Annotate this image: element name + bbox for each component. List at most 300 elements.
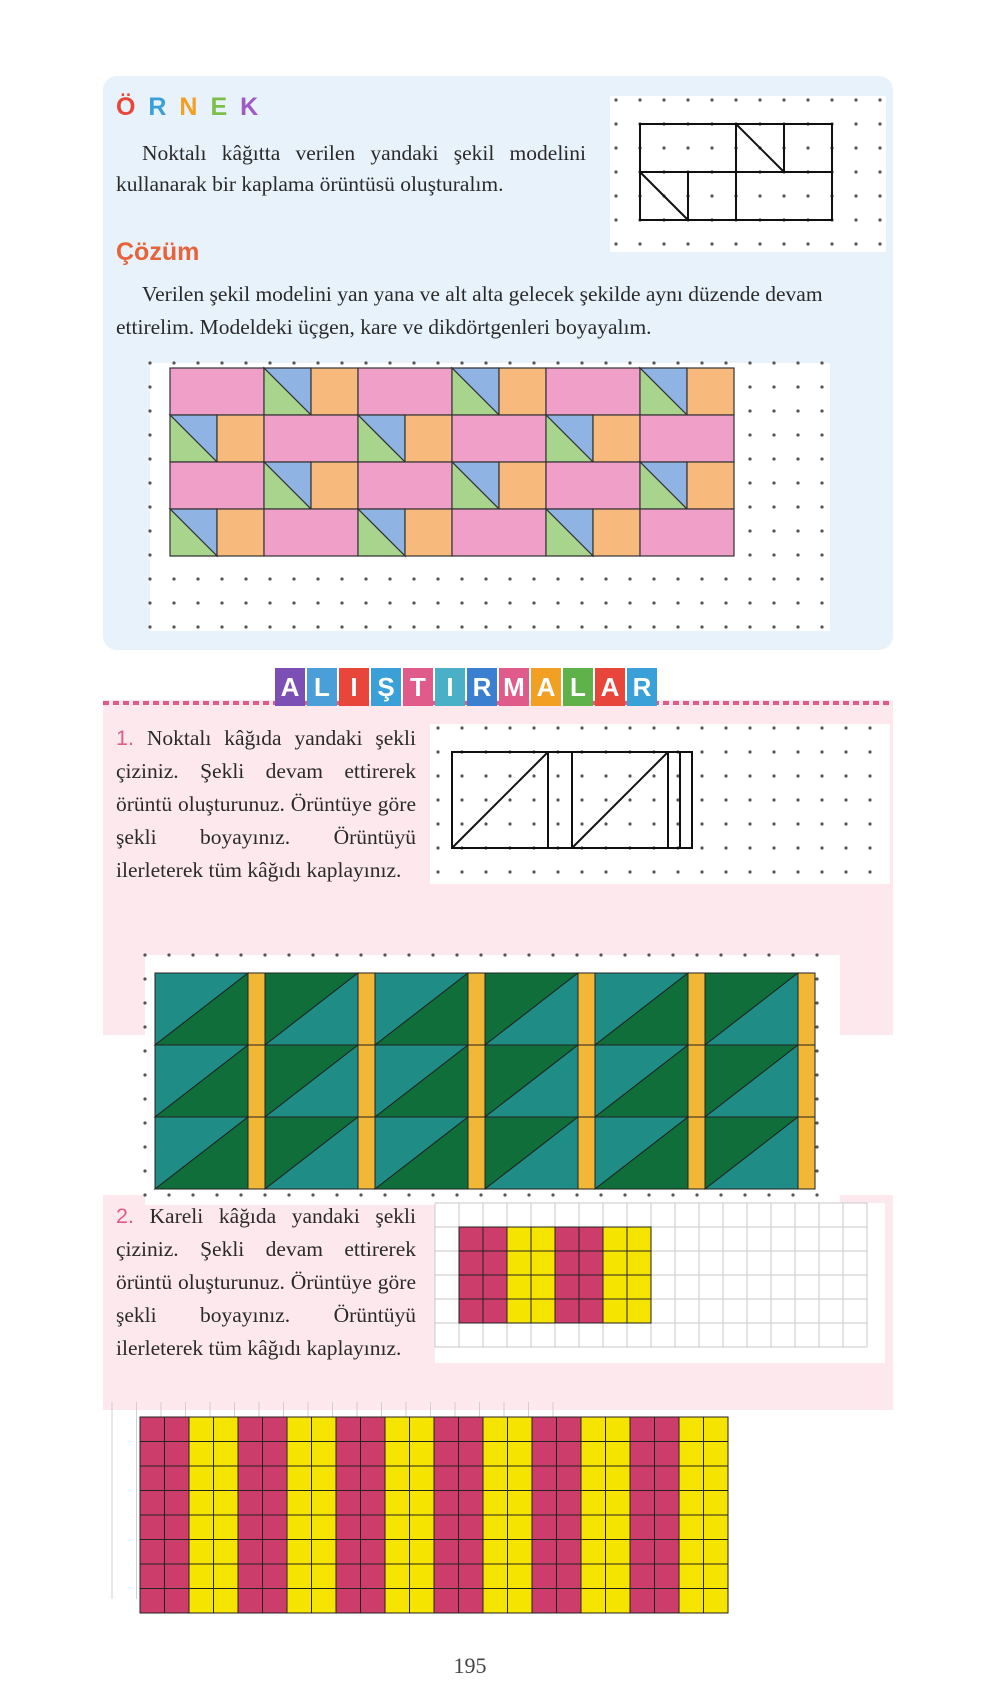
q2-cell — [263, 1442, 288, 1467]
grid-dot — [772, 553, 775, 556]
grid-dot — [815, 1169, 818, 1172]
grid-dot — [556, 625, 559, 628]
grid-dot — [359, 1193, 362, 1196]
grid-dot — [724, 361, 727, 364]
grid-dot — [239, 953, 242, 956]
grid-dot — [676, 870, 679, 873]
grid-dot — [556, 870, 559, 873]
grid-dot — [724, 577, 727, 580]
grid-dot — [455, 1193, 458, 1196]
grid-dot — [652, 577, 655, 580]
grid-dot — [508, 577, 511, 580]
grid-dot — [743, 1193, 746, 1196]
grid-dot — [820, 385, 823, 388]
grid-dot — [700, 625, 703, 628]
q2-cell — [606, 1417, 631, 1442]
grid-dot — [676, 577, 679, 580]
q2-cell — [557, 1564, 582, 1589]
q2-cell — [507, 1275, 531, 1299]
grid-dot — [748, 409, 751, 412]
q2-cell — [555, 1227, 579, 1251]
tile-rectangle — [546, 462, 640, 509]
q2-cell — [312, 1515, 337, 1540]
grid-dot — [479, 953, 482, 956]
q2-cell — [361, 1491, 386, 1516]
grid-dot — [508, 625, 511, 628]
grid-dot — [148, 385, 151, 388]
grid-dot — [436, 774, 439, 777]
tile-rectangle — [640, 415, 734, 462]
q2-cell — [532, 1589, 557, 1614]
grid-dot — [335, 1193, 338, 1196]
grid-dot — [796, 625, 799, 628]
grid-dot — [484, 870, 487, 873]
grid-dot — [796, 361, 799, 364]
grid-dot — [796, 529, 799, 532]
q1-strip — [578, 1117, 595, 1189]
q2-cell — [140, 1417, 165, 1442]
q2-cell — [263, 1491, 288, 1516]
grid-dot — [268, 577, 271, 580]
grid-dot — [700, 601, 703, 604]
grid-dot — [196, 361, 199, 364]
grid-dot — [878, 122, 881, 125]
q2-cell — [655, 1564, 680, 1589]
q2-cell — [627, 1227, 651, 1251]
q1-strip — [248, 1045, 265, 1117]
grid-dot — [316, 601, 319, 604]
grid-dot — [796, 505, 799, 508]
grid-dot — [292, 577, 295, 580]
grid-dot — [383, 953, 386, 956]
grid-dot — [820, 481, 823, 484]
grid-dot — [806, 146, 809, 149]
banner-letter: L — [563, 668, 593, 706]
grid-dot — [806, 98, 809, 101]
grid-dot — [287, 953, 290, 956]
q2-cell — [630, 1442, 655, 1467]
q2-cell — [189, 1417, 214, 1442]
grid-dot — [868, 750, 871, 753]
grid-dot — [844, 870, 847, 873]
grid-dot — [196, 601, 199, 604]
grid-dot — [868, 726, 871, 729]
q2-cell — [165, 1515, 190, 1540]
grid-dot — [508, 361, 511, 364]
q2-cell — [531, 1299, 555, 1323]
grid-dot — [820, 409, 823, 412]
grid-dot — [604, 822, 607, 825]
grid-dot — [796, 774, 799, 777]
grid-dot — [772, 625, 775, 628]
q1-strip — [468, 973, 485, 1045]
grid-dot — [364, 625, 367, 628]
q2-cell — [385, 1564, 410, 1589]
q2-cell — [459, 1491, 484, 1516]
tile-square — [687, 368, 734, 415]
tile-rectangle — [546, 368, 640, 415]
q2-cell — [581, 1589, 606, 1614]
grid-dot — [748, 625, 751, 628]
q2-cell — [140, 1491, 165, 1516]
question-text: Kareli kâğıda yandaki şekli çiziniz. Şekli devam ettirerek örüntü oluşturunuz. Örüntüye göre şekli boyayınız. Örüntüyü ilerleterek tüm kâğıdı kaplayınız. — [116, 1204, 416, 1360]
banner-letter: L — [307, 668, 337, 706]
grid-dot — [460, 798, 463, 801]
grid-dot — [580, 601, 583, 604]
grid-dot — [854, 194, 857, 197]
q1-strip — [578, 973, 595, 1045]
q1-strip — [248, 973, 265, 1045]
exercises-banner — [275, 668, 657, 708]
grid-dot — [172, 601, 175, 604]
grid-dot — [815, 1025, 818, 1028]
grid-dot — [460, 577, 463, 580]
grid-dot — [719, 953, 722, 956]
grid-dot — [878, 218, 881, 221]
tile-square — [217, 509, 264, 556]
q2-cell — [507, 1299, 531, 1323]
grid-dot — [628, 577, 631, 580]
grid-dot — [316, 625, 319, 628]
q1-solution-tiling — [145, 955, 840, 1205]
tile-rectangle — [452, 415, 546, 462]
grid-dot — [556, 361, 559, 364]
grid-dot — [748, 750, 751, 753]
grid-dot — [652, 601, 655, 604]
q2-cell — [704, 1540, 729, 1565]
question-text: Noktalı kâğıda yandaki şekli çiziniz. Şekli devam ettirerek örüntü oluşturunuz. Örüntüye göre şekli boyayınız. Örüntüyü ilerleterek tüm kâğıdı kaplayınız. — [116, 726, 417, 882]
grid-dot — [748, 577, 751, 580]
grid-dot — [724, 822, 727, 825]
q2-cell — [287, 1564, 312, 1589]
grid-dot — [782, 98, 785, 101]
grid-dot — [143, 1001, 146, 1004]
q2-cell — [459, 1417, 484, 1442]
grid-dot — [638, 242, 641, 245]
grid-dot — [820, 601, 823, 604]
grid-dot — [700, 846, 703, 849]
grid-dot — [662, 146, 665, 149]
grid-dot — [431, 1193, 434, 1196]
grid-dot — [580, 361, 583, 364]
q2-cell — [238, 1466, 263, 1491]
q2-cell — [459, 1299, 483, 1323]
q2-cell — [263, 1540, 288, 1565]
q2-cell — [603, 1227, 627, 1251]
grid-dot — [532, 625, 535, 628]
grid-dot — [878, 194, 881, 197]
grid-dot — [662, 242, 665, 245]
grid-dot — [748, 822, 751, 825]
question-number: 2. — [116, 1204, 134, 1228]
grid-dot — [782, 242, 785, 245]
grid-dot — [604, 601, 607, 604]
q2-cell — [679, 1466, 704, 1491]
grid-dot — [436, 846, 439, 849]
grid-dot — [676, 601, 679, 604]
q2-cell — [531, 1227, 555, 1251]
q2-cell — [140, 1442, 165, 1467]
grid-dot — [628, 798, 631, 801]
grid-dot — [575, 953, 578, 956]
grid-dot — [484, 726, 487, 729]
grid-dot — [148, 457, 151, 460]
grid-dot — [172, 625, 175, 628]
grid-dot — [580, 726, 583, 729]
q2-cell — [434, 1515, 459, 1540]
grid-dot — [580, 870, 583, 873]
q2-cell — [531, 1251, 555, 1275]
grid-dot — [244, 601, 247, 604]
grid-dot — [148, 625, 151, 628]
q2-cell — [238, 1564, 263, 1589]
grid-dot — [508, 822, 511, 825]
grid-dot — [340, 577, 343, 580]
q2-cell — [532, 1515, 557, 1540]
grid-dot — [575, 1193, 578, 1196]
grid-dot — [772, 577, 775, 580]
grid-dot — [772, 798, 775, 801]
q2-cell — [361, 1515, 386, 1540]
grid-dot — [796, 409, 799, 412]
tile-rectangle — [264, 415, 358, 462]
grid-dot — [676, 625, 679, 628]
grid-dot — [686, 242, 689, 245]
q2-cell — [630, 1515, 655, 1540]
grid-dot — [614, 146, 617, 149]
grid-dot — [748, 870, 751, 873]
grid-dot — [820, 457, 823, 460]
tile-square — [311, 368, 358, 415]
q1-strip — [248, 1117, 265, 1189]
title-letter: E — [210, 93, 231, 121]
grid-dot — [172, 361, 175, 364]
q2-cell — [287, 1442, 312, 1467]
grid-dot — [364, 361, 367, 364]
grid-dot — [527, 1193, 530, 1196]
grid-dot — [614, 218, 617, 221]
tile-square — [405, 415, 452, 462]
grid-dot — [700, 750, 703, 753]
q2-cell — [630, 1540, 655, 1565]
q2-cell — [579, 1275, 603, 1299]
banner-letter: M — [499, 668, 529, 706]
q2-cell — [287, 1589, 312, 1614]
q2-cell — [507, 1227, 531, 1251]
grid-dot — [148, 361, 151, 364]
q2-cell — [579, 1299, 603, 1323]
q2-cell — [140, 1564, 165, 1589]
grid-dot — [614, 98, 617, 101]
grid-dot — [220, 625, 223, 628]
q2-cell — [557, 1417, 582, 1442]
grid-dot — [436, 625, 439, 628]
q2-cell — [630, 1564, 655, 1589]
q2-cell — [140, 1466, 165, 1491]
q1-model-figure — [430, 724, 890, 884]
grid-dot — [532, 601, 535, 604]
q2-cell — [361, 1564, 386, 1589]
tile-square — [687, 462, 734, 509]
banner-letter: A — [275, 668, 305, 706]
q2-cell — [483, 1442, 508, 1467]
grid-dot — [796, 577, 799, 580]
q2-cell — [508, 1491, 533, 1516]
q2-cell — [627, 1251, 651, 1275]
q2-cell — [385, 1540, 410, 1565]
grid-dot — [407, 953, 410, 956]
grid-dot — [796, 385, 799, 388]
q2-cell — [581, 1491, 606, 1516]
q2-cell — [189, 1540, 214, 1565]
grid-dot — [652, 361, 655, 364]
grid-dot — [614, 170, 617, 173]
q2-cell — [336, 1442, 361, 1467]
q2-cell — [434, 1417, 459, 1442]
grid-dot — [599, 1193, 602, 1196]
grid-dot — [436, 798, 439, 801]
q2-cell — [581, 1442, 606, 1467]
grid-dot — [599, 953, 602, 956]
q2-cell — [410, 1564, 435, 1589]
grid-dot — [412, 577, 415, 580]
question-2 — [116, 1200, 416, 1365]
grid-dot — [878, 98, 881, 101]
q2-cell — [531, 1275, 555, 1299]
q2-cell — [214, 1564, 239, 1589]
q2-cell — [410, 1442, 435, 1467]
q2-cell — [336, 1491, 361, 1516]
grid-dot — [268, 625, 271, 628]
q2-cell — [555, 1299, 579, 1323]
grid-dot — [143, 977, 146, 980]
solution-tiling-figure — [150, 363, 830, 631]
q2-cell — [336, 1515, 361, 1540]
grid-dot — [820, 774, 823, 777]
grid-dot — [748, 433, 751, 436]
grid-dot — [815, 1049, 818, 1052]
q2-cell — [603, 1275, 627, 1299]
grid-dot — [820, 870, 823, 873]
q2-cell — [410, 1540, 435, 1565]
grid-dot — [532, 726, 535, 729]
grid-dot — [143, 1193, 146, 1196]
grid-dot — [614, 242, 617, 245]
q2-cell — [410, 1491, 435, 1516]
question-number: 1. — [116, 726, 134, 750]
q2-cell — [483, 1417, 508, 1442]
grid-dot — [868, 798, 871, 801]
q2-cell — [165, 1442, 190, 1467]
grid-dot — [460, 361, 463, 364]
grid-dot — [748, 601, 751, 604]
grid-dot — [172, 577, 175, 580]
grid-dot — [806, 242, 809, 245]
q1-strip — [688, 1045, 705, 1117]
grid-dot — [844, 798, 847, 801]
grid-dot — [196, 625, 199, 628]
grid-dot — [796, 553, 799, 556]
q2-cell — [581, 1515, 606, 1540]
grid-dot — [508, 726, 511, 729]
q2-cell — [189, 1515, 214, 1540]
q2-cell — [679, 1515, 704, 1540]
grid-dot — [671, 953, 674, 956]
grid-dot — [671, 1193, 674, 1196]
grid-dot — [460, 822, 463, 825]
banner-letter: I — [339, 668, 369, 706]
grid-dot — [743, 953, 746, 956]
q2-cell — [630, 1589, 655, 1614]
grid-dot — [604, 774, 607, 777]
grid-dot — [503, 1193, 506, 1196]
q2-cell — [434, 1589, 459, 1614]
grid-dot — [604, 577, 607, 580]
q1-strip — [468, 1045, 485, 1117]
grid-dot — [791, 953, 794, 956]
example-text: Noktalı kâğıtta verilen yandaki şekil modelini kullanarak bir kaplama örüntüsü oluşturalım. — [116, 141, 586, 196]
grid-dot — [772, 601, 775, 604]
q2-cell — [579, 1251, 603, 1275]
q2-cell — [263, 1466, 288, 1491]
model-diagonal — [640, 172, 688, 220]
tile-rectangle — [170, 368, 264, 415]
grid-dot — [604, 870, 607, 873]
grid-dot — [628, 625, 631, 628]
grid-dot — [148, 409, 151, 412]
grid-dot — [772, 750, 775, 753]
grid-dot — [412, 361, 415, 364]
grid-dot — [215, 953, 218, 956]
grid-dot — [143, 1121, 146, 1124]
q2-cell — [385, 1466, 410, 1491]
q2-cell — [165, 1417, 190, 1442]
q2-cell — [361, 1540, 386, 1565]
grid-dot — [820, 798, 823, 801]
q2-cell — [410, 1515, 435, 1540]
tile-square — [217, 415, 264, 462]
grid-dot — [676, 726, 679, 729]
grid-dot — [796, 822, 799, 825]
grid-dot — [820, 577, 823, 580]
q2-cell — [579, 1227, 603, 1251]
q2-cell — [508, 1589, 533, 1614]
q2-cell — [336, 1466, 361, 1491]
grid-dot — [724, 750, 727, 753]
q2-cell — [679, 1540, 704, 1565]
q2-cell — [287, 1466, 312, 1491]
tile-square — [499, 368, 546, 415]
grid-dot — [830, 98, 833, 101]
grid-dot — [335, 953, 338, 956]
q2-cell — [140, 1589, 165, 1614]
grid-dot — [748, 529, 751, 532]
grid-dot — [854, 170, 857, 173]
q2-cell — [312, 1564, 337, 1589]
grid-dot — [383, 1193, 386, 1196]
grid-dot — [436, 822, 439, 825]
grid-dot — [287, 1193, 290, 1196]
grid-dot — [580, 822, 583, 825]
q2-cell — [606, 1466, 631, 1491]
grid-dot — [388, 601, 391, 604]
q2-cell — [483, 1540, 508, 1565]
q2-cell — [361, 1417, 386, 1442]
grid-dot — [844, 774, 847, 777]
grid-dot — [758, 194, 761, 197]
grid-dot — [815, 1193, 818, 1196]
q2-cell — [483, 1564, 508, 1589]
